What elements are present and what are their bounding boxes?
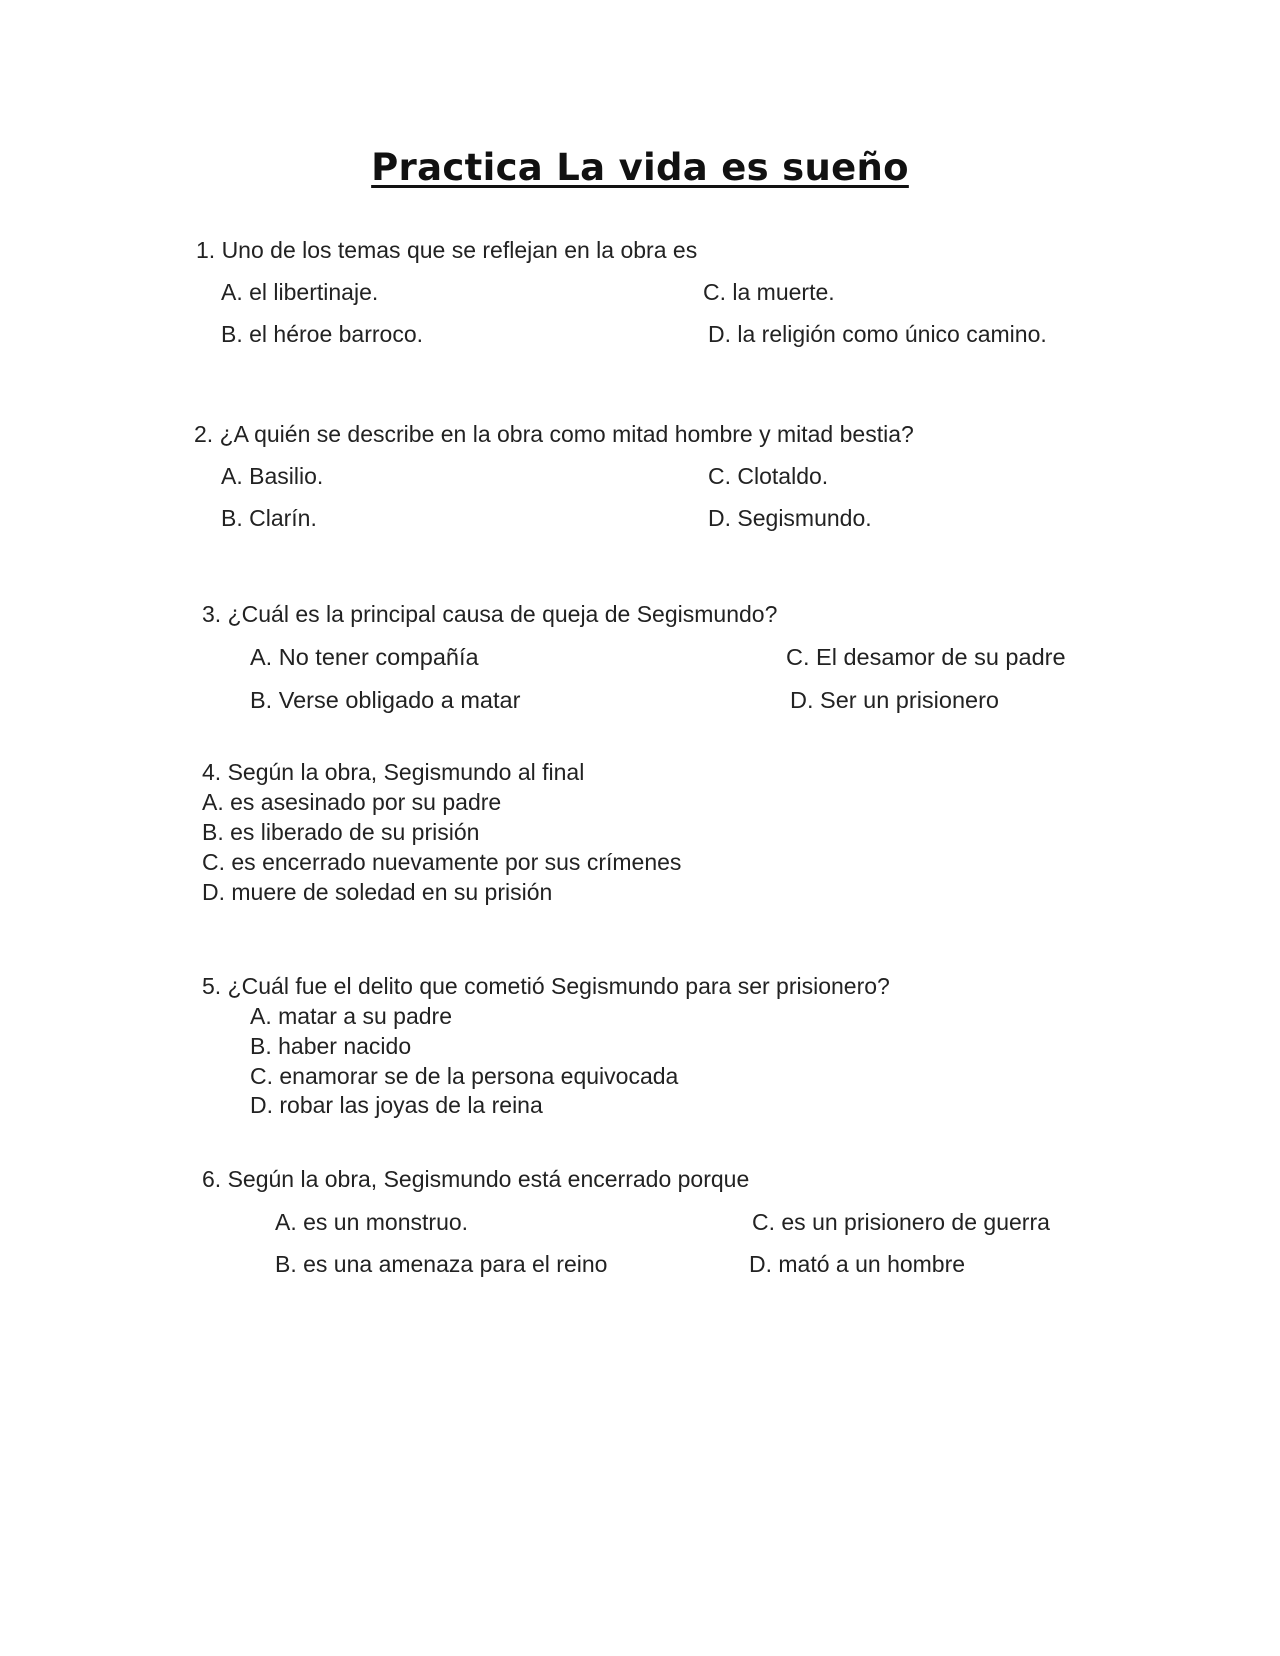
question-6-option-c: C. es un prisionero de guerra xyxy=(752,1209,1050,1235)
question-4-stem: 4. Según la obra, Segismundo al final xyxy=(202,759,585,785)
question-5-option-c: C. enamorar se de la persona equivocada xyxy=(250,1063,679,1089)
question-4-option-a: A. es asesinado por su padre xyxy=(202,789,502,815)
question-2-option-d: D. Segismundo. xyxy=(708,505,872,531)
question-3-option-c: C. El desamor de su padre xyxy=(786,644,1066,670)
question-5-stem: 5. ¿Cuál fue el delito que cometió Segismundo para ser prisionero? xyxy=(202,973,890,999)
question-1-option-d: D. la religión como único camino. xyxy=(708,321,1047,347)
question-1-option-a: A. el libertinaje. xyxy=(221,279,379,305)
question-6-option-a: A. es un monstruo. xyxy=(275,1209,469,1235)
question-3-stem: 3. ¿Cuál es la principal causa de queja de Segismundo? xyxy=(202,601,778,627)
question-2-option-a: A. Basilio. xyxy=(221,463,324,489)
page-title: Practica La vida es sueño xyxy=(371,146,909,189)
question-1-option-c: C. la muerte. xyxy=(703,279,835,305)
question-3-option-b: B. Verse obligado a matar xyxy=(250,687,521,713)
question-4-option-c: C. es encerrado nuevamente por sus crímenes xyxy=(202,849,682,875)
question-4-option-b: B. es liberado de su prisión xyxy=(202,819,480,845)
question-2-option-c: C. Clotaldo. xyxy=(708,463,829,489)
question-3-option-d: D. Ser un prisionero xyxy=(790,687,999,713)
question-5-option-b: B. haber nacido xyxy=(250,1033,412,1059)
question-1-stem: 1. Uno de los temas que se reflejan en la obra es xyxy=(196,237,698,263)
question-2-option-b: B. Clarín. xyxy=(221,505,317,531)
question-4-option-d: D. muere de soledad en su prisión xyxy=(202,879,553,905)
question-2-stem: 2. ¿A quién se describe en la obra como mitad hombre y mitad bestia? xyxy=(194,421,914,447)
question-1-option-b: B. el héroe barroco. xyxy=(221,321,424,347)
question-6-option-b: B. es una amenaza para el reino xyxy=(275,1251,608,1277)
question-6-stem: 6. Según la obra, Segismundo está encerrado porque xyxy=(202,1166,750,1192)
question-6-option-d: D. mató a un hombre xyxy=(749,1251,966,1277)
question-5-option-d: D. robar las joyas de la reina xyxy=(250,1092,543,1118)
question-5-option-a: A. matar a su padre xyxy=(250,1003,452,1029)
question-3-option-a: A. No tener compañía xyxy=(250,644,479,670)
